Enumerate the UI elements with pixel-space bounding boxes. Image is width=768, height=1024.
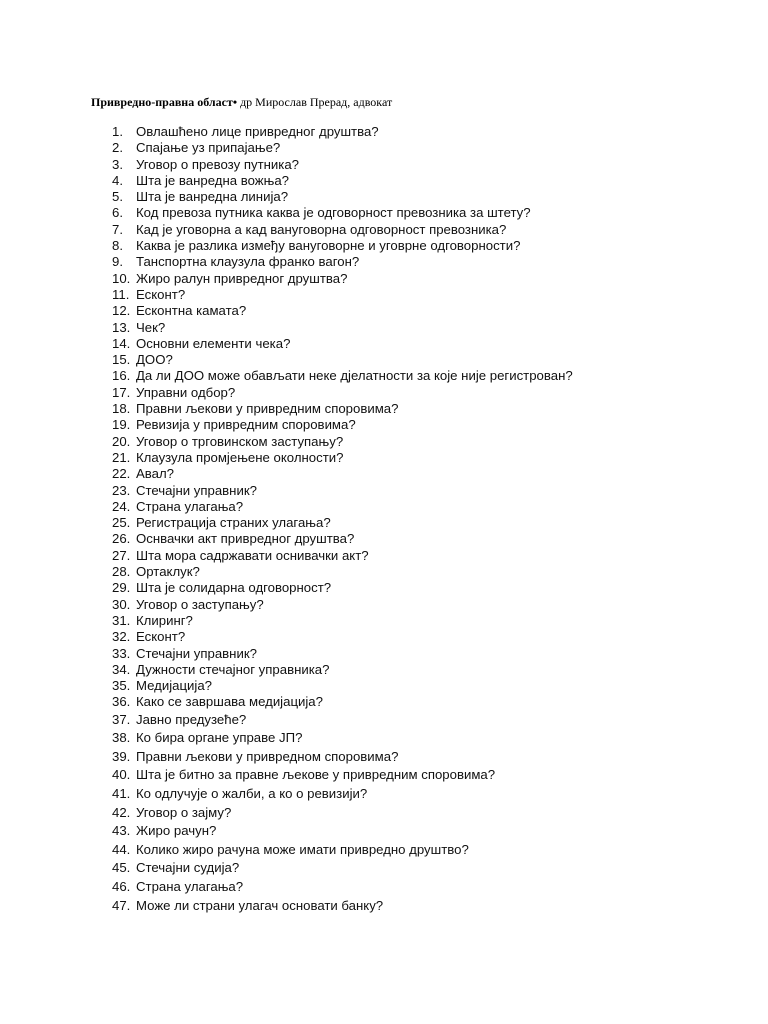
header-title: Привредно-правна област•: [91, 95, 238, 109]
list-item: [112, 466, 573, 482]
list-item: [112, 254, 573, 270]
list-item-text: Стечајни управник?: [136, 482, 257, 498]
list-item-text: Шта мора садржавати оснивачки акт?: [136, 547, 369, 563]
list-item-text: Оснвачки акт привредног друштва?: [136, 531, 355, 547]
list-item: [112, 515, 573, 531]
list-item-text: Стечајни судија?: [136, 860, 240, 876]
list-item-text: Колико жиро рачуна може имати привредно друштво?: [136, 841, 469, 857]
list-item-text: Стечајни управник?: [136, 645, 257, 661]
list-item-text: Уговор о превозу путника?: [136, 156, 299, 172]
list-item-number: 1.: [112, 124, 123, 139]
list-item-number: 23.: [112, 482, 131, 498]
list-item-number: 45.: [112, 860, 131, 876]
list-item-number: 9.: [112, 254, 123, 270]
list-item-number: 36.: [112, 694, 131, 710]
list-item-text: Уговор о зајму?: [136, 804, 232, 820]
list-item-text: Кад је уговорна а кад вануговорна одговорност превозника?: [136, 221, 507, 237]
list-item-number: 13.: [112, 319, 131, 335]
list-item: [112, 401, 573, 417]
list-item-text: Каква је разлика између вануговорне и уговрне одговорности?: [136, 238, 521, 254]
list-item-text: Управни одбор?: [136, 384, 236, 400]
list-item: [112, 368, 573, 384]
list-item: [112, 320, 573, 336]
list-item-number: 32.: [112, 629, 131, 645]
list-item-text: Ревизија у привредним споровима?: [136, 417, 356, 433]
list-item: [112, 450, 573, 466]
list-item-text: Клаузула промјењене околности?: [136, 449, 344, 465]
list-item-text: Есконт?: [136, 286, 186, 302]
list-item-number: 19.: [112, 417, 131, 433]
list-item-text: Страна улагања?: [136, 879, 244, 895]
list-item-number: 35.: [112, 678, 131, 694]
list-item-number: 18.: [112, 401, 131, 417]
list-item-number: 5.: [112, 189, 123, 205]
list-item: [112, 222, 573, 238]
question-list: [112, 124, 573, 915]
list-item-number: 2.: [112, 140, 123, 156]
list-item-text: Уговор о трговинском заступању?: [136, 433, 344, 449]
list-item: [112, 804, 573, 823]
list-item-text: Да ли ДОО може обављати неке дјелатности за које није регистрован?: [136, 368, 573, 384]
list-item: [112, 694, 573, 710]
list-item-number: 21.: [112, 449, 131, 465]
list-item-number: 11.: [112, 286, 130, 302]
list-item: [112, 859, 573, 878]
list-item-text: Регистрација страних улагања?: [136, 515, 331, 531]
list-item-number: 41.: [112, 786, 131, 802]
list-item: [112, 336, 573, 352]
list-item-number: 29.: [112, 580, 131, 596]
list-item: [112, 580, 573, 596]
list-item: [112, 189, 573, 205]
list-item-text: Медијација?: [136, 678, 213, 694]
list-item-text: Ко одлучује о жалби, а ко о ревизији?: [136, 786, 368, 802]
list-item: [112, 748, 573, 767]
list-item-text: Есконтна камата?: [136, 303, 247, 319]
list-item-number: 3.: [112, 156, 123, 172]
list-item-number: 46.: [112, 879, 131, 895]
list-item: [112, 678, 573, 694]
list-item-text: Јавно предузеће?: [136, 711, 247, 727]
list-item-text: Есконт?: [136, 629, 186, 645]
list-item-number: 31.: [112, 612, 131, 628]
list-item-number: 6.: [112, 205, 123, 221]
list-item: [112, 124, 573, 140]
list-item-number: 42.: [112, 804, 131, 820]
list-item: [112, 597, 573, 613]
list-item: [112, 613, 573, 629]
list-item-number: 7.: [112, 221, 123, 237]
list-item: [112, 434, 573, 450]
list-item: [112, 564, 573, 580]
list-item-text: Правни љекови у привредним споровима?: [136, 401, 399, 417]
header-author: др Мирослав Прерад, адвокат: [237, 95, 393, 109]
list-item-text: ДОО?: [136, 352, 173, 368]
list-item-text: Како се завршава медијација?: [136, 694, 323, 710]
list-item-number: 4.: [112, 172, 123, 188]
list-item-number: 38.: [112, 730, 131, 746]
list-item: [112, 499, 573, 515]
list-item: [112, 766, 573, 785]
list-item-text: Шта је ванредна линија?: [136, 189, 289, 205]
list-item-text: Дужности стечајног управника?: [136, 661, 330, 677]
list-item: [112, 711, 573, 730]
list-item-number: 20.: [112, 433, 131, 449]
list-item-text: Овлашћено лице привредног друштва?: [136, 124, 379, 139]
list-item-text: Ортаклук?: [136, 564, 200, 580]
list-item-text: Клиринг?: [136, 612, 193, 628]
list-item: [112, 531, 573, 547]
list-item-number: 39.: [112, 748, 131, 764]
list-item-number: 22.: [112, 466, 131, 482]
document-header: [91, 94, 392, 110]
list-item: [112, 271, 573, 287]
list-item-number: 8.: [112, 238, 123, 254]
list-item-text: Код превоза путника каква је одговорност превозника за штету?: [136, 205, 531, 221]
list-item-number: 26.: [112, 531, 131, 547]
list-item: [112, 157, 573, 173]
list-item-number: 40.: [112, 767, 131, 783]
list-item-text: Чек?: [136, 319, 166, 335]
list-item-number: 33.: [112, 645, 131, 661]
list-item: [112, 785, 573, 804]
list-item-text: Правни љекови у привредном споровима?: [136, 748, 399, 764]
list-item: [112, 841, 573, 860]
list-item-number: 30.: [112, 596, 131, 612]
list-item: [112, 205, 573, 221]
list-item: [112, 646, 573, 662]
list-item-text: Шта је ванредна вожња?: [136, 172, 289, 188]
list-item-number: 17.: [112, 384, 131, 400]
list-item-number: 43.: [112, 823, 131, 839]
list-item-number: 27.: [112, 547, 131, 563]
list-item-number: 47.: [112, 897, 131, 913]
list-item-text: Страна улагања?: [136, 498, 244, 514]
list-item-number: 44.: [112, 841, 131, 857]
list-item: [112, 417, 573, 433]
list-item: [112, 548, 573, 564]
list-item: [112, 385, 573, 401]
list-item: [112, 878, 573, 897]
list-item-number: 24.: [112, 498, 131, 514]
list-item: [112, 287, 573, 303]
list-item-text: Жиро ралун привредног друштва?: [136, 270, 348, 286]
list-item-number: 34.: [112, 661, 131, 677]
list-item: [112, 662, 573, 678]
list-item-number: 37.: [112, 711, 131, 727]
list-item: [112, 140, 573, 156]
list-item-text: Танспортна клаузула франко вагон?: [136, 254, 360, 270]
list-item: [112, 238, 573, 254]
list-item-text: Жиро рачун?: [136, 823, 217, 839]
list-item: [112, 173, 573, 189]
list-item-text: Шта је солидарна одговорност?: [136, 580, 332, 596]
list-item: [112, 729, 573, 748]
list-item-text: Уговор о заступању?: [136, 596, 264, 612]
list-item: [112, 303, 573, 319]
list-item: [112, 897, 573, 916]
list-item-number: 10.: [112, 270, 131, 286]
list-item-text: Ко бира органе управе ЈП?: [136, 730, 303, 746]
list-item-number: 12.: [112, 303, 131, 319]
list-item: [112, 352, 573, 368]
list-item-number: 25.: [112, 515, 131, 531]
list-item: [112, 629, 573, 645]
list-item-number: 28.: [112, 564, 131, 580]
list-item: [112, 483, 573, 499]
list-item-text: Авал?: [136, 466, 175, 482]
list-item-text: Основни елементи чека?: [136, 335, 291, 351]
list-item-number: 14.: [112, 335, 131, 351]
list-item: [112, 822, 573, 841]
list-item-number: 15.: [112, 352, 131, 368]
list-item-number: 16.: [112, 368, 131, 384]
list-item-text: Спајање уз припајање?: [136, 140, 281, 156]
list-item-text: Може ли страни улагач основати банку?: [136, 897, 384, 913]
list-item-text: Шта је битно за правне љекове у привредним споровима?: [136, 767, 496, 783]
